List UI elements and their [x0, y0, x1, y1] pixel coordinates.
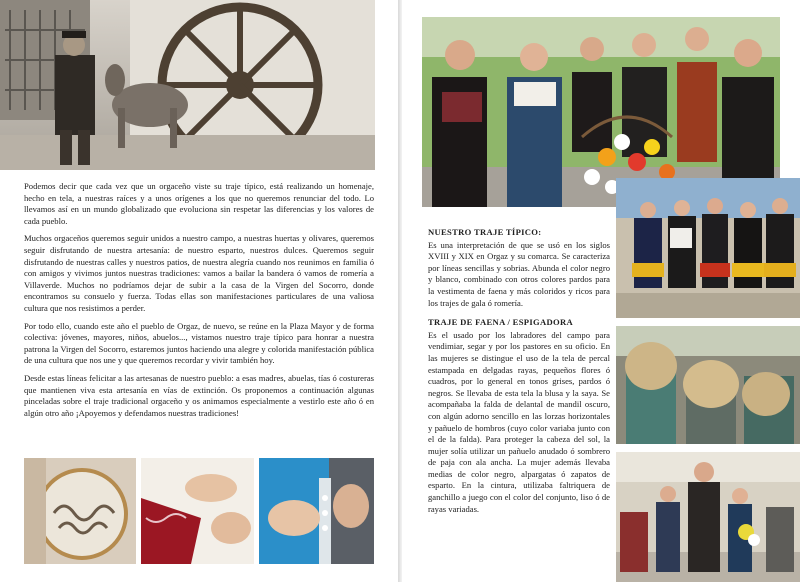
paragraph-4: Desde estas líneas felicitar a las artesanas de nuestro pueblo: a esas madres, abuelas, tías ó costureras que mantienen viva esta artesanía en vías de extinción. Os proponemos a continuación algunas pinceladas sobre el traje tradicional orgaceño y os animamos especialmente a vestirlo este año ó en algún otro año ¡Apoyemos y defendamos nuestras tradiciones! [24, 372, 374, 418]
paragraph-3: Por todo ello, cuando este año el pueblo de Orgaz, de nuevo, se reúne en la Plaza Mayor y de forma colectiva: jóvenes, mayores, niños, abuelos..., vistamos nuestro traje típico para honrar a nuestra patrona la Virgen del Socorro, estaremos juntos haciendo una alegre y colorida manifestación pública de una cultura que nos une y que queremos recordar y vivir también hoy. [24, 320, 374, 366]
section-traje-faena [428, 317, 610, 515]
straw-hats-women-photo [616, 326, 800, 444]
paragraph-2: Muchos orgaceños queremos seguir unidos a nuestro campo, a nuestras huertas y olivares, queremos seguir disfrutando de nuestra artesanía: de nuestro esparto, nuestros dulces. Queremos seguir disfrutando de nuestras calles y nuestros patios, de nuestra alegría cuando nos reunimos en familia ó con amigos y vivimos juntos nuestras tradiciones: vamos a bailar la bandera ó vamos de romería a Villaverde. Muchos no podríamos dejar de subir a la casa de la Virgen del Socorro, donde encontramos su consuelo y fuerza. Todas ellas son manifestaciones particulares de una valiosa cultura que nos resistimos a perder. [24, 233, 374, 313]
embroidery-hoop-photo [24, 458, 136, 564]
section-traje-tipico [428, 227, 610, 309]
section-text: Es una interpretación de que se usó en los siglos XVIII y XIX en Orgaz y su comarca. Se caracteriza por líneas sencillas y sobrias. Abunda el color negro y blanco, combinado con otros colores pardos para la vestimenta de faena y más coloridos y ricos para los trajes de gala ó romería. [428, 239, 610, 308]
sewing-red-fabric-photo [141, 458, 254, 564]
section-title: TRAJE DE FAENA / ESPIGADORA [428, 317, 573, 328]
left-page [0, 0, 398, 582]
paragraph-1: Podemos decir que cada vez que un orgaceño viste su traje típico, está realizando un homenaje, hecho en tela, a nuestras raíces y a unos orígenes a los que no queremos renunciar del todo. Lo llevamos así en un mundo globalizado que evoluciona sin respetar las diferencias y los valores de cada pueblo. [24, 181, 374, 226]
section-title: NUESTRO TRAJE TÍPICO: [428, 227, 542, 237]
right-page [402, 0, 800, 582]
section-text: Es el usado por los labradores del campo para vendimiar, segar y por los pastores en su oficio. En las mujeres se distingue el uso de la tela de percal estampada en delgadas rayas, pequeños flores ó cuadros, por lo general en tonos grises, pardos ó negros. Se llevaba de esta tela la blusa y la saya. Se acompañaba la falda de delantal de mandil oscuro, con algún adorno sencillo en las lorzas horizontales y pañuelo de hombros (cuyo color variaba junto con el de la falda). Para proteger la cabeza del sol, la mujer solía utilizar un pañuelo anudado ó sombrero de paja con ala ancha. La mujer además llevaba medias de color negro, alpargatas ó zapatos de esparto. En la cintura, utilizaba faltriquera de ganchillo a juego con el color del conjunto, liso ó de rayas variadas. [428, 329, 610, 514]
village-parade-photo [616, 452, 800, 582]
sewing-machine-blue-fabric-photo [259, 458, 374, 564]
children-traditional-dress-photo [616, 178, 800, 318]
left-body-text [24, 181, 374, 425]
man-donkey-cart-photo [0, 0, 375, 170]
right-body-text [428, 227, 610, 515]
